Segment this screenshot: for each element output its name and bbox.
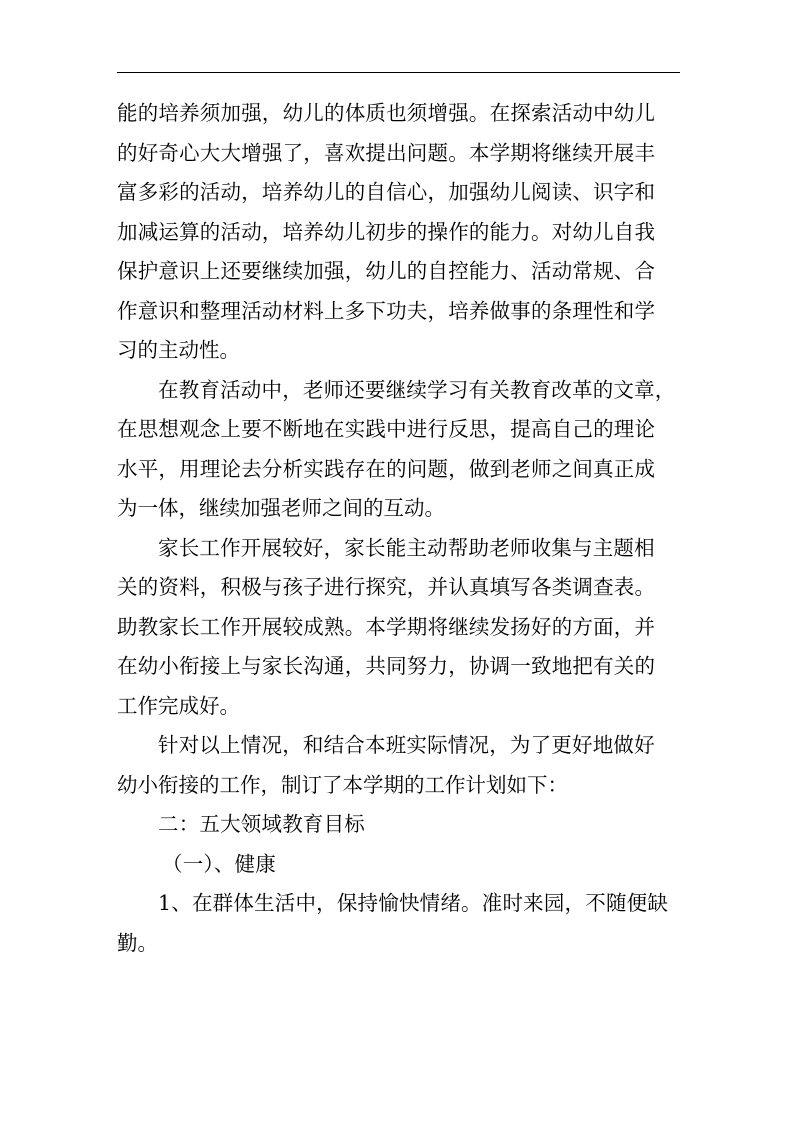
paragraph-line: 在思想观念上要不断地在实践中进行反思，提高自己的理论	[117, 417, 656, 441]
paragraph-line: 幼小衔接的工作，制订了本学期的工作计划如下：	[117, 772, 568, 797]
body-text	[117, 94, 680, 963]
paragraph-line: 家长工作开展较好，家长能主动帮助老师收集与主题相	[158, 535, 655, 560]
paragraph-line: 为一体，继续加强老师之间的互动。	[117, 496, 445, 520]
paragraph-line: 工作完成好。	[117, 693, 240, 718]
paragraph-line: 的好奇心大大增强了，喜欢提出问题。本学期将继续开展丰	[117, 140, 656, 165]
paragraph-line: 作意识和整理活动材料上多下功夫，培养做事的条理性和学	[117, 298, 656, 323]
header-rule	[117, 72, 680, 73]
subsection-heading: （一）、健康	[162, 851, 276, 876]
paragraph-line: 习的主动性。	[117, 338, 240, 362]
paragraph-line: 保护意识上还要继续加强，幼儿的自控能力、活动常规、合	[117, 259, 656, 283]
paragraph-line: 加减运算的活动，培养幼儿初步的操作的能力。对幼儿自我	[117, 219, 656, 244]
paragraph-line: 在幼小衔接上与家长沟通，共同努力，协调一致地把有关的	[117, 654, 656, 678]
paragraph-line: 水平，用理论去分析实践存在的问题，做到老师之间真正成	[117, 456, 656, 481]
paragraph-line: 针对以上情况，和结合本班实际情况，为了更好地做好	[158, 733, 655, 757]
paragraph-line: 富多彩的活动，培养幼儿的自信心，加强幼儿阅读、识字和	[117, 180, 656, 204]
paragraph-line: 能的培养须加强，幼儿的体质也须增强。在探索活动中幼儿	[117, 101, 656, 125]
paragraph-line: 勤。	[117, 930, 158, 955]
paragraph-line: 助教家长工作开展较成熟。本学期将继续发扬好的方面，并	[117, 614, 656, 639]
paragraph-line: 1、在群体生活中，保持愉快情绪。准时来园，不随便缺	[158, 891, 669, 915]
paragraph-line: 在教育活动中，老师还要继续学习有关教育改革的文章，	[158, 377, 676, 402]
paragraph-line: 关的资料，积极与孩子进行探究，并认真填写各类调查表。	[117, 575, 656, 599]
section-heading: 二：五大领域教育目标	[158, 812, 365, 836]
